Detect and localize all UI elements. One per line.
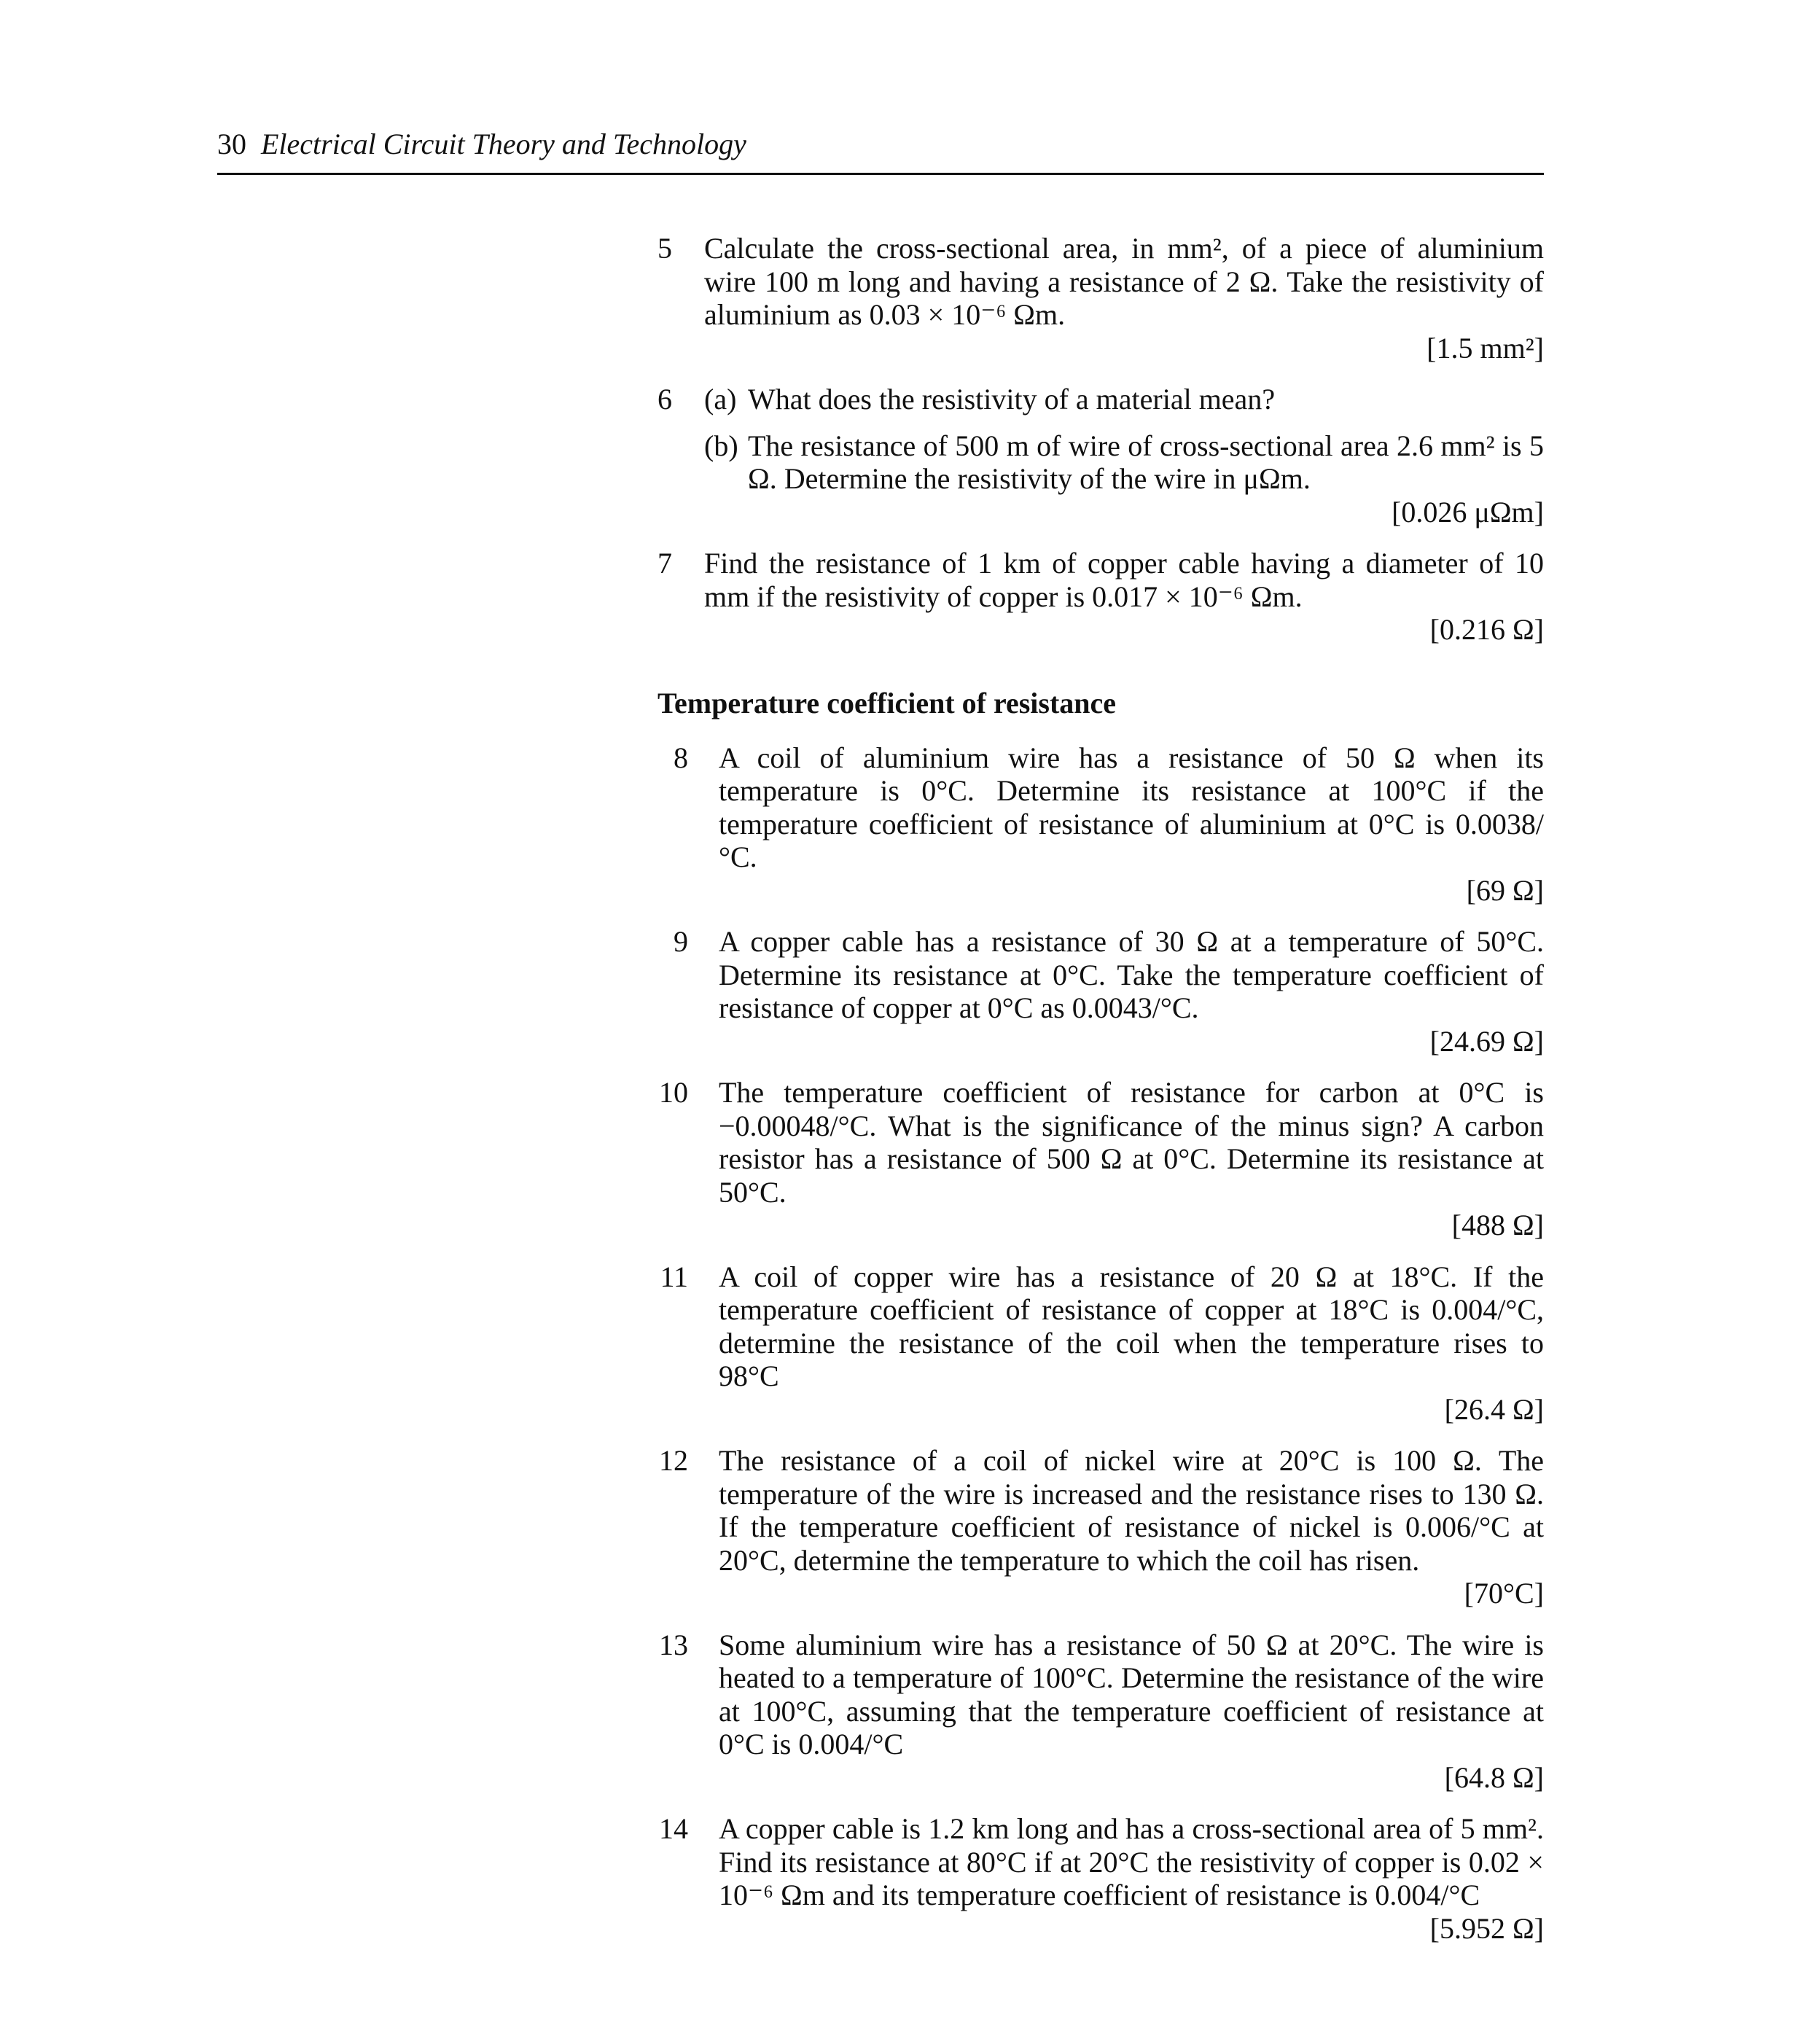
- page-number: 30: [217, 128, 246, 160]
- problem-statement: Some aluminium wire has a resistance of 50 Ω at 20°C. The wire is heated to a temperature of 100°C. Determine the resistance of the wire at 100°C, assuming that the temperature coefficient of resistance at 0°C is 0.004/°C: [719, 1628, 1544, 1760]
- section-heading: Temperature coefficient of resistance: [657, 686, 1117, 719]
- problem-text: [704, 232, 1544, 364]
- problem-13: [657, 1628, 1544, 1795]
- problem-number: 13: [659, 1628, 688, 1661]
- problem-text: [704, 547, 1544, 647]
- problem-statement: A copper cable has a resistance of 30 Ω at a temperature of 50°C. Determine its resistance at 0°C. Take the temperature coefficient of resistance of copper at 0°C as 0.0043/°C.: [719, 925, 1544, 1024]
- problem-9: [657, 925, 1544, 1058]
- part-text: The resistance of 500 m of wire of cross-sectional area 2.6 mm² is 5 Ω. Determine the resistivity of the wire in μΩm.: [748, 429, 1544, 495]
- problem-answer: [488 Ω]: [1451, 1209, 1544, 1241]
- problem-answer: [0.026 μΩm]: [1392, 495, 1544, 528]
- problem-statement: Find the resistance of 1 km of copper cable having a diameter of 10 mm if the resistivity of copper is 0.017 × 10⁻⁶ Ωm.: [704, 547, 1544, 613]
- problem-statement: A coil of aluminium wire has a resistance of 50 Ω when its temperature is 0°C. Determine its resistance at 100°C if the temperature coefficient of resistance of aluminium at 0°C is 0.0038/°C.: [719, 741, 1544, 873]
- problem-number: 8: [674, 741, 688, 774]
- problem-number: 11: [660, 1260, 688, 1293]
- running-header: [217, 125, 1544, 175]
- problem-12: [657, 1444, 1544, 1610]
- problem-answer: [26.4 Ω]: [1444, 1392, 1544, 1426]
- problem-text: [719, 1076, 1544, 1242]
- problem-text: [719, 1812, 1544, 1945]
- problem-10: [657, 1076, 1544, 1242]
- problem-answer: [70°C]: [1464, 1577, 1544, 1610]
- problem-5: [657, 232, 1544, 364]
- problem-answer: [24.69 Ω]: [1429, 1024, 1544, 1058]
- problem-text: [719, 1444, 1544, 1610]
- problem-part-a: [704, 383, 1544, 416]
- problem-6: [657, 383, 1544, 528]
- problem-answer: [1.5 mm²]: [1427, 331, 1544, 364]
- problem-answer: [5.952 Ω]: [1429, 1911, 1544, 1945]
- problem-text: [719, 925, 1544, 1058]
- problem-number: 12: [659, 1444, 688, 1477]
- problem-14: [657, 1812, 1544, 1945]
- problem-statement: The resistance of a coil of nickel wire at 20°C is 100 Ω. The temperature of the wire is increased and the resistance rises to 130 Ω. If the temperature coefficient of resistance of nickel is 0.006/°C at 20°C, determine the temperature to which the coil has risen.: [719, 1444, 1544, 1577]
- problem-number: 5: [657, 232, 672, 265]
- part-label: (a): [704, 383, 737, 416]
- problem-text: [719, 1260, 1544, 1427]
- problem-11: [657, 1260, 1544, 1427]
- problem-number: 9: [674, 925, 688, 958]
- problem-number: 10: [659, 1076, 688, 1109]
- part-text: What does the resistivity of a material mean?: [748, 383, 1276, 416]
- problem-answer: [69 Ω]: [1466, 873, 1544, 907]
- problem-statement: A coil of copper wire has a resistance of 20 Ω at 18°C. If the temperature coefficient of resistance of copper at 18°C is 0.004/°C, determine the resistance of the coil when the temperature rises to 98°C: [719, 1260, 1544, 1392]
- problem-7: [657, 547, 1544, 647]
- problem-answer: [64.8 Ω]: [1444, 1760, 1544, 1794]
- problem-text: [704, 383, 1544, 528]
- problem-statement: Calculate the cross-sectional area, in mm², of a piece of aluminium wire 100 m long and having a resistance of 2 Ω. Take the resistivity of aluminium as 0.03 × 10⁻⁶ Ωm.: [704, 232, 1544, 331]
- problem-part-b: [704, 429, 1544, 529]
- page-content: [657, 232, 1544, 1963]
- problem-text: [719, 1628, 1544, 1795]
- problem-answer: [0.216 Ω]: [1429, 613, 1544, 646]
- problem-number: 6: [657, 383, 672, 416]
- book-title: Electrical Circuit Theory and Technology: [261, 128, 746, 160]
- problem-statement: The temperature coefficient of resistance for carbon at 0°C is −0.00048/°C. What is the significance of the minus sign? A carbon resistor has a resistance of 500 Ω at 0°C. Determine its resistance at 50°C.: [719, 1076, 1544, 1209]
- problem-number: 7: [657, 547, 672, 580]
- problem-8: [657, 741, 1544, 908]
- problem-number: 14: [659, 1812, 688, 1845]
- part-label: (b): [704, 429, 738, 462]
- problem-text: [719, 741, 1544, 908]
- problem-statement: A copper cable is 1.2 km long and has a cross-sectional area of 5 mm². Find its resistance at 80°C if at 20°C the resistivity of copper is 0.02 × 10⁻⁶ Ωm and its temperature coefficient of resistance is 0.004/°C: [719, 1812, 1544, 1911]
